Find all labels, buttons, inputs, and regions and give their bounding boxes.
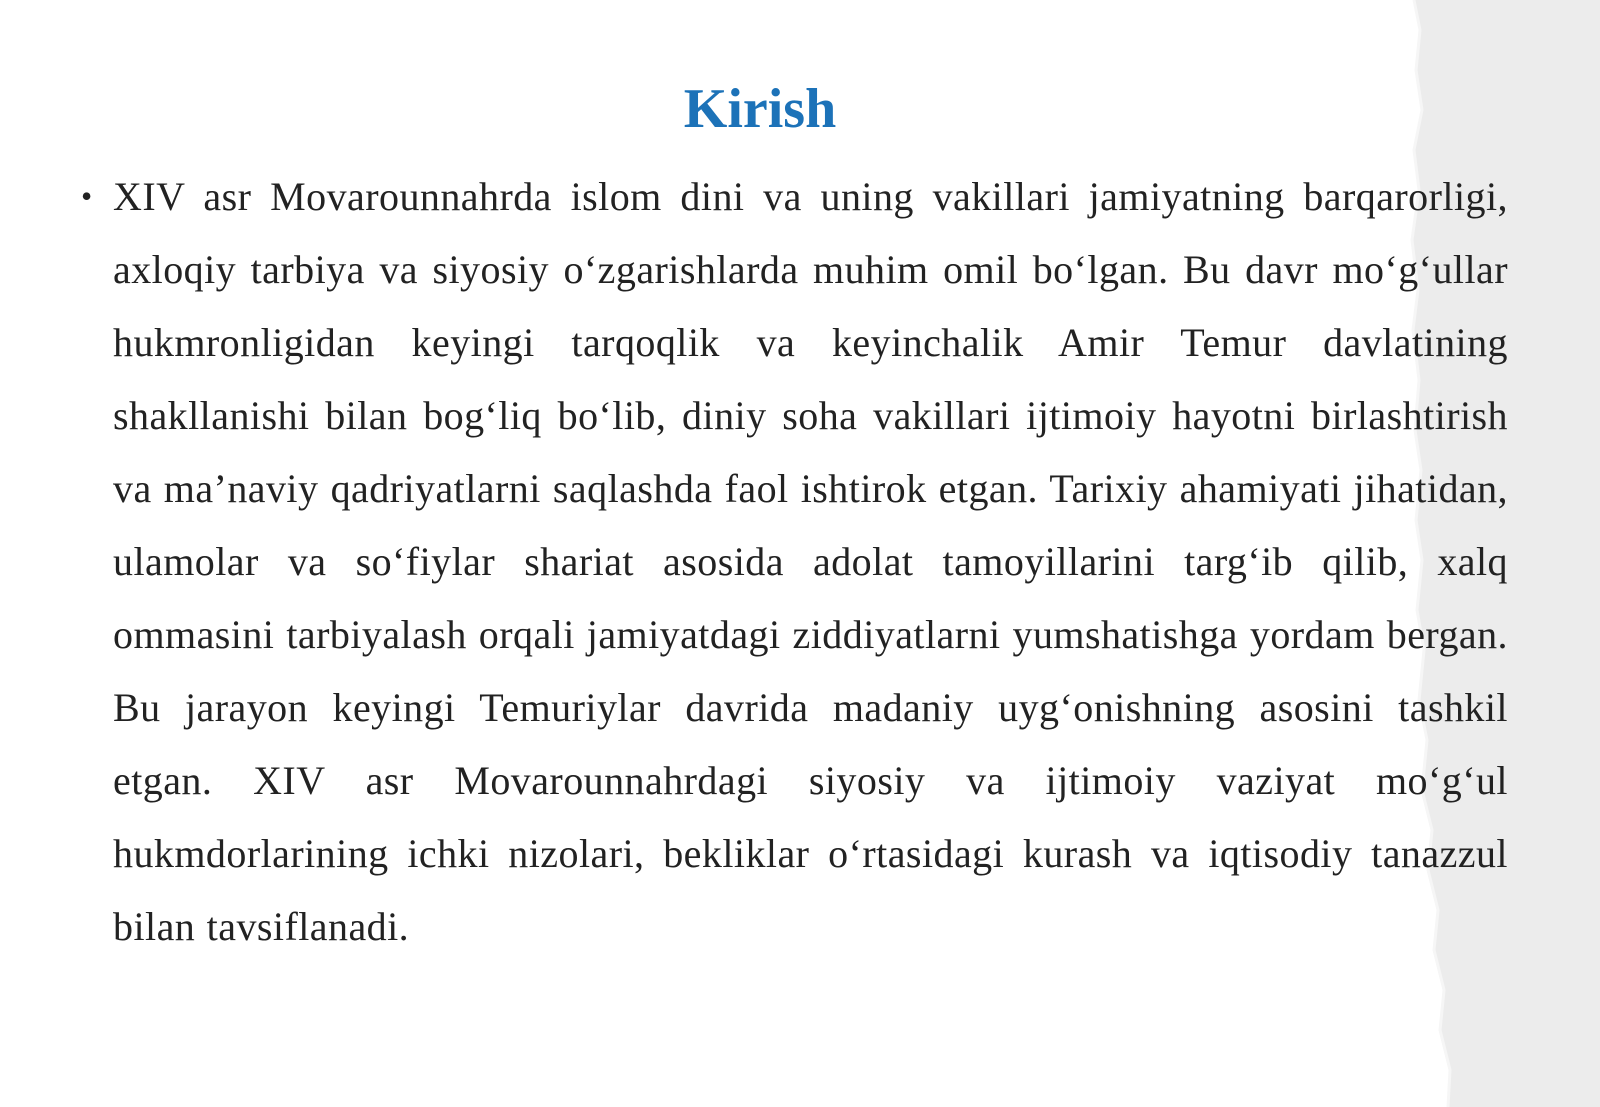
bullet-text: XIV asr Movarounnahrda islom dini va uning vakillari jamiyatning barqarorligi, axloqiy tarbiya va siyosiy o‘zgarishlarda muhim omil bo‘lgan. Bu davr mo‘g‘ullar hukmronligidan keyingi tarqoqlik va keyinchalik Amir Temur davlatining shakllanishi bilan bog‘liq bo‘lib, diniy soha vakillari ijtimoiy hayotni birlashtirish va ma’naviy qadriyatlarni saqlashda faol ishtirok etgan. Tarixiy ahamiyati jihatidan, ulamolar va so‘fiylar shariat asosida adolat tamoyillarini targ‘ib qilib, xalq ommasini tarbiyalash orqali jamiyatdagi ziddiyatlarni yumshatishga yordam bergan. Bu jarayon keyingi Temuriylar davrida madaniy uyg‘onishning asosini tashkil etgan. XIV asr Movarounnahrdagi siyosiy va ijtimoiy vaziyat mo‘g‘ul hukmdorlarining ichki nizolari, bekliklar o‘rtasidagi kurash va iqtisodiy tanazzul bilan tavsiflanadi. (113, 174, 1508, 949)
bullet-list (78, 160, 1508, 963)
bullet-item (78, 160, 1508, 963)
slide-title: Kirish (683, 78, 837, 140)
bullet-icon: • (81, 178, 93, 214)
